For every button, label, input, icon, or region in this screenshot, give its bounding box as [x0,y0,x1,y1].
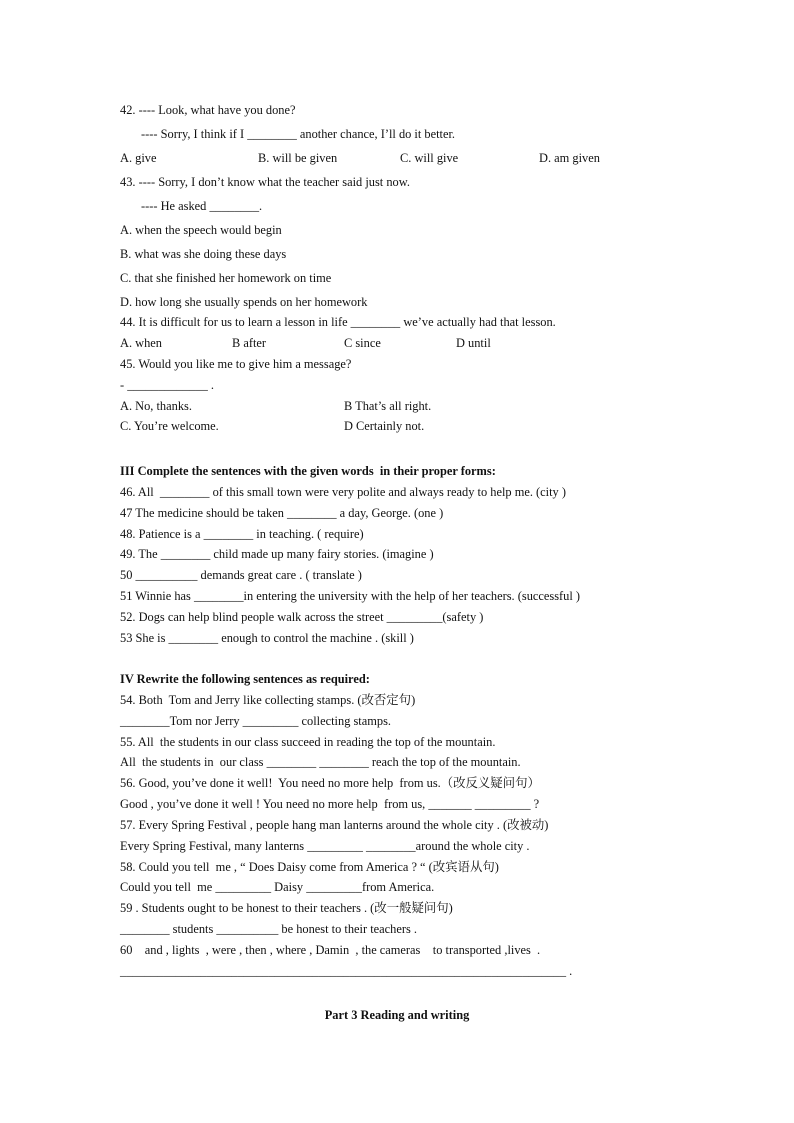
part-3-heading: Part 3 Reading and writing [324,1008,470,1022]
q43-option-d: D. how long she usually spends on her homework [120,295,368,309]
q42-option-b: B. will be given [258,151,338,165]
q44-option-b: B after [232,336,267,350]
q55-answer: All the students in our class ________ ________ reach the top of the mountain. [120,755,521,769]
q45-option-d: D Certainly not. [344,419,425,433]
q51: 51 Winnie has ________in entering the university with the help of her teachers. (successful ) [120,589,581,603]
section-4-heading: IV Rewrite the following sentences as required: [120,672,370,686]
q47: 47 The medicine should be taken ________ a day, George. (one ) [120,506,444,520]
q44-option-d: D until [456,336,491,350]
q49: 49. The ________ child made up many fairy stories. (imagine ) [120,547,434,561]
q53: 53 She is ________ enough to control the machine . (skill ) [120,631,414,645]
q52: 52. Dogs can help blind people walk across the street _________(safety ) [120,610,484,624]
q54: 54. Both Tom and Jerry like collecting stamps. (改否定句) [120,693,416,707]
q59-answer: ________ students __________ be honest to their teachers . [120,922,417,936]
q45-question: 45. Would you like me to give him a message? [120,357,352,371]
q43-option-c: C. that she finished her homework on time [120,271,332,285]
q59: 59 . Students ought to be honest to their teachers . (改一般疑问句) [120,901,453,915]
q42-reply: ---- Sorry, I think if I ________ another chance, I’ll do it better. [141,127,456,141]
q60-answer-line: ________________________________________________________________________ . [120,964,573,978]
q60: 60 and , lights , were , then , where , Damin , the cameras to transported ,lives . [120,943,541,957]
q44-option-c: C since [344,336,381,350]
q46: 46. All ________ of this small town were very polite and always ready to help me. (city ) [120,485,566,499]
q56-answer: Good , you’ve done it well ! You need no more help from us, _______ _________ ? [120,797,540,811]
q45-option-a: A. No, thanks. [120,399,192,413]
q42-option-d: D. am given [539,151,600,165]
q58: 58. Could you tell me , “ Does Daisy come from America ? “ (改宾语从句) [120,860,499,874]
q45-option-b: B That’s all right. [344,399,432,413]
q57: 57. Every Spring Festival , people hang man lanterns around the whole city . (改被动) [120,818,549,832]
q57-answer: Every Spring Festival, many lanterns _________ ________around the whole city . [120,839,530,853]
q45-reply: - _____________ . [120,378,214,392]
q44-option-a: A. when [120,336,162,350]
q56: 56. Good, you’ve done it well! You need no more help from us.（改反义疑问句） [120,776,540,790]
q42-option-a: A. give [120,151,157,165]
q43-question: 43. ---- Sorry, I don’t know what the teacher said just now. [120,175,410,189]
q55: 55. All the students in our class succeed in reading the top of the mountain. [120,735,496,749]
q42-question: 42. ---- Look, what have you done? [120,103,296,117]
q42-option-c: C. will give [400,151,459,165]
q54-answer: ________Tom nor Jerry _________ collecting stamps. [120,714,392,728]
q58-answer: Could you tell me _________ Daisy _________from America. [120,880,435,894]
q43-reply: ---- He asked ________. [141,199,263,213]
q48: 48. Patience is a ________ in teaching. ( require) [120,527,364,541]
q44-question: 44. It is difficult for us to learn a lesson in life ________ we’ve actually had that lesson. [120,315,556,329]
q45-option-c: C. You’re welcome. [120,419,219,433]
section-3-heading: III Complete the sentences with the given words in their proper forms: [120,464,496,478]
q50: 50 __________ demands great care . ( translate ) [120,568,362,582]
q43-option-a: A. when the speech would begin [120,223,282,237]
q43-option-b: B. what was she doing these days [120,247,287,261]
